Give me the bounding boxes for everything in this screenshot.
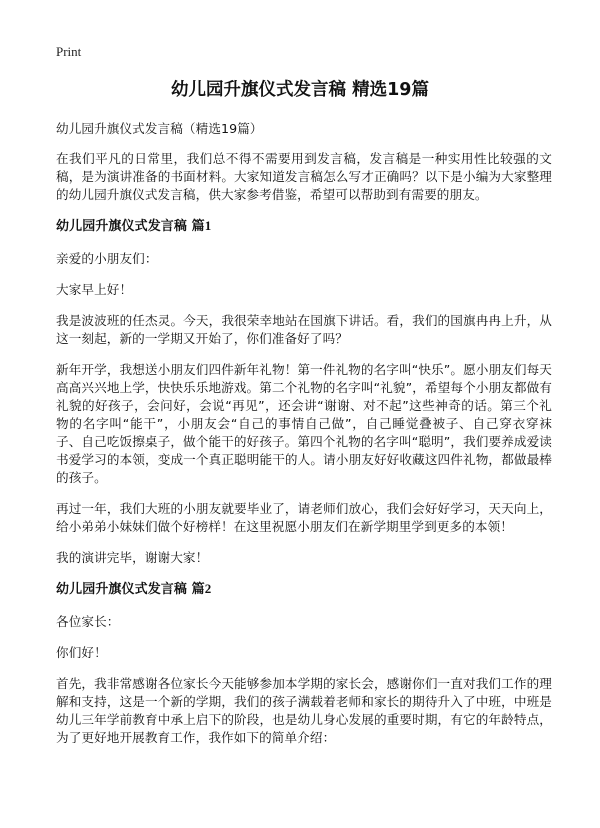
paragraph: 再过一年，我们大班的小朋友就要毕业了，请老师们放心，我们会好好学习，天天向上，给小弟弟小妹妹们做个好榜样！在这里祝愿小朋友们在新学期里学到更多的本领！ [56, 501, 552, 534]
document-body [56, 120, 552, 760]
page-title: 幼儿园升旗仪式发言稿 精选19篇 [171, 80, 429, 100]
paragraph: 你们好！ [56, 645, 107, 660]
section-number: 篇1 [191, 218, 212, 233]
section-heading-2 [56, 580, 552, 599]
paragraph: 亲爱的小朋友们： [56, 251, 158, 266]
paragraph: 各位家长： [56, 614, 120, 629]
section-heading-1 [56, 217, 552, 236]
paragraph: 我是波波班的任杰灵。今天，我很荣幸地站在国旗下讲话。看，我们的国旗冉冉上升，从这一刻起，新的一学期又开始了，你们准备好了吗？ [56, 313, 552, 346]
paragraph: 首先，我非常感谢各位家长今天能够参加本学期的家长会，感谢你们一直对我们工作的理解和支持，这是一个新的学期，我们的孩子满载着老师和家长的期待升入了中班，中班是幼儿三年学前教育中承上启下的阶段，也是幼儿身心发展的重要时期，有它的年龄特点，为了更好地开展教育工作，我作如下的简单介绍： [56, 676, 552, 745]
print-link[interactable]: Print [56, 44, 82, 59]
section-number: 篇2 [191, 581, 212, 596]
document-subtitle: 幼儿园升旗仪式发言稿（精选19篇） [56, 121, 263, 136]
paragraph: 新年开学，我想送小朋友们四件新年礼物！第一件礼物的名字叫“快乐”。愿小朋友们每天高高兴兴地上学，快快乐乐地游戏。第二个礼物的名字叫“礼貌”，希望每个小朋友都做有礼貌的好孩子，会问好，会说“再见”，还会讲“谢谢、对不起”这些神奇的话。第三个礼物的名字叫“能干”，小朋友会“自己的事情自己做”，自己睡觉叠被子、自己穿衣穿袜子、自己吃饭擦桌子，做个能干的好孩子。第四个礼物的名字叫“聪明”，我们要养成爱读书爱学习的本领，变成一个真正聪明能干的人。请小朋友好好收藏这四件礼物，都做最棒的孩子。 [56, 362, 552, 485]
intro-paragraph: 在我们平凡的日常里，我们总不得不需要用到发言稿，发言稿是一种实用性比较强的文稿，是为演讲准备的书面材料。大家知道发言稿怎么写才正确吗？以下是小编为大家整理的幼儿园升旗仪式发言稿，供大家参考借鉴，希望可以帮助到有需要的朋友。 [56, 151, 552, 202]
paragraph: 我的演讲完毕，谢谢大家！ [56, 550, 209, 565]
section-heading-text: 幼儿园升旗仪式发言稿 [56, 582, 188, 597]
section-heading-text: 幼儿园升旗仪式发言稿 [56, 219, 188, 234]
paragraph: 大家早上好！ [56, 282, 133, 297]
